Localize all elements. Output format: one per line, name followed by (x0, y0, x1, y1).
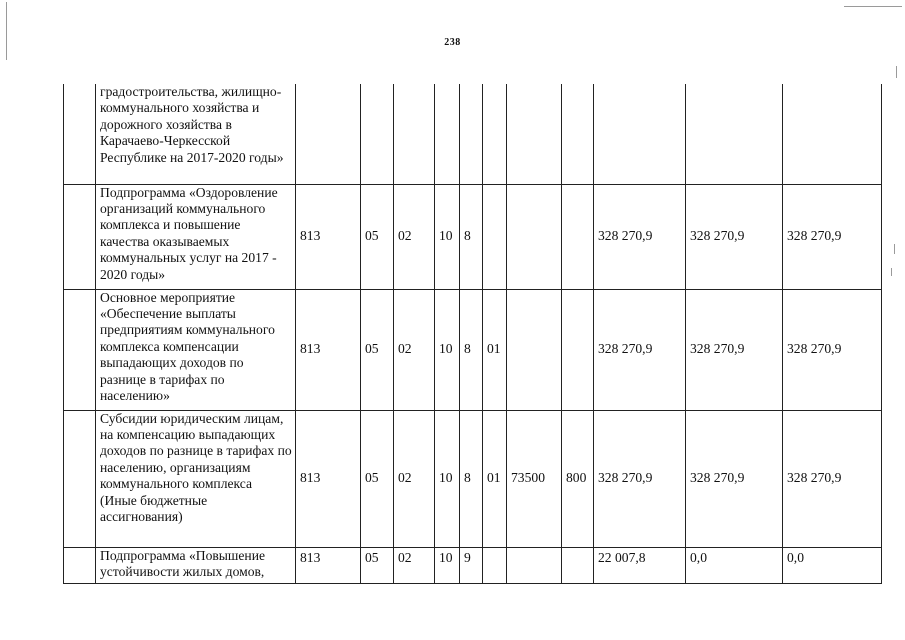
scan-mark-right-1 (896, 66, 897, 78)
amount-2019: 0,0 (686, 547, 783, 583)
subsection-code: 02 (394, 547, 435, 583)
amount-2020: 328 270,9 (783, 289, 882, 410)
amount-2020: 328 270,9 (783, 410, 882, 547)
subsection-code: 02 (394, 184, 435, 289)
program-code: 10 (435, 289, 460, 410)
table-row (64, 547, 882, 583)
row-marker-cell (64, 84, 96, 184)
subsection-code (394, 84, 435, 184)
subprogram-code: 8 (460, 184, 483, 289)
ved-code: 813 (296, 547, 361, 583)
amount-2018: 22 007,8 (594, 547, 686, 583)
program-code: 10 (435, 410, 460, 547)
program-code: 10 (435, 547, 460, 583)
subprogram-code: 8 (460, 289, 483, 410)
scan-mark-right-3 (891, 268, 892, 276)
row-name: градостроительства, жилищно-коммунального хозяйства и дорожного хозяйства в Карачаево-Черкесской Республике на 2017-2020 годы» (96, 84, 296, 184)
table-row (64, 184, 882, 289)
subsection-code: 02 (394, 410, 435, 547)
direction-code (507, 84, 562, 184)
measure-code: 01 (483, 410, 507, 547)
amount-2018: 328 270,9 (594, 289, 686, 410)
ved-code: 813 (296, 289, 361, 410)
measure-code: 01 (483, 289, 507, 410)
row-name: Подпрограмма «Оздоровление организаций коммунального комплекса и повышение качества оказываемых коммунальных услуг на 2017 - 2020 годы» (96, 184, 296, 289)
section-code: 05 (361, 184, 394, 289)
row-marker-cell (64, 289, 96, 410)
section-code (361, 84, 394, 184)
amount-2018: 328 270,9 (594, 410, 686, 547)
measure-code (483, 547, 507, 583)
subprogram-code (460, 84, 483, 184)
ved-code (296, 84, 361, 184)
measure-code (483, 184, 507, 289)
page-number: 238 (444, 37, 461, 48)
program-code: 10 (435, 184, 460, 289)
table-row (64, 289, 882, 410)
program-code (435, 84, 460, 184)
amount-2019: 328 270,9 (686, 289, 783, 410)
direction-code (507, 184, 562, 289)
amount-2018 (594, 84, 686, 184)
expense-type-code (562, 547, 594, 583)
row-marker-cell (64, 410, 96, 547)
section-code: 05 (361, 410, 394, 547)
amount-2020: 0,0 (783, 547, 882, 583)
row-name: Субсидии юридическим лицам, на компенсацию выпадающих доходов по разнице в тарифах по населению, организациям коммунального комплекса (Иные бюджетные ассигнования) (96, 410, 296, 547)
subprogram-code: 8 (460, 410, 483, 547)
amount-2018: 328 270,9 (594, 184, 686, 289)
table-row (64, 84, 882, 184)
ved-code: 813 (296, 184, 361, 289)
row-name: Основное мероприятие «Обеспечение выплаты предприятиям коммунального комплекса компенсации выпадающих доходов по разнице в тарифах по населению» (96, 289, 296, 410)
scan-mark-top-left (6, 2, 7, 60)
budget-table (63, 84, 882, 584)
direction-code: 73500 (507, 410, 562, 547)
row-name: Подпрограмма «Повышение устойчивости жилых домов, (96, 547, 296, 583)
expense-type-code (562, 184, 594, 289)
section-code: 05 (361, 547, 394, 583)
row-marker-cell (64, 547, 96, 583)
scan-mark-right-2 (894, 244, 895, 254)
expense-type-code (562, 84, 594, 184)
amount-2019: 328 270,9 (686, 410, 783, 547)
table-row (64, 410, 882, 547)
measure-code (483, 84, 507, 184)
amount-2020: 328 270,9 (783, 184, 882, 289)
subsection-code: 02 (394, 289, 435, 410)
subprogram-code: 9 (460, 547, 483, 583)
direction-code (507, 289, 562, 410)
expense-type-code (562, 289, 594, 410)
amount-2019: 328 270,9 (686, 184, 783, 289)
amount-2020 (783, 84, 882, 184)
scan-mark-top-right (844, 6, 902, 7)
section-code: 05 (361, 289, 394, 410)
ved-code: 813 (296, 410, 361, 547)
amount-2019 (686, 84, 783, 184)
row-marker-cell (64, 184, 96, 289)
expense-type-code: 800 (562, 410, 594, 547)
direction-code (507, 547, 562, 583)
